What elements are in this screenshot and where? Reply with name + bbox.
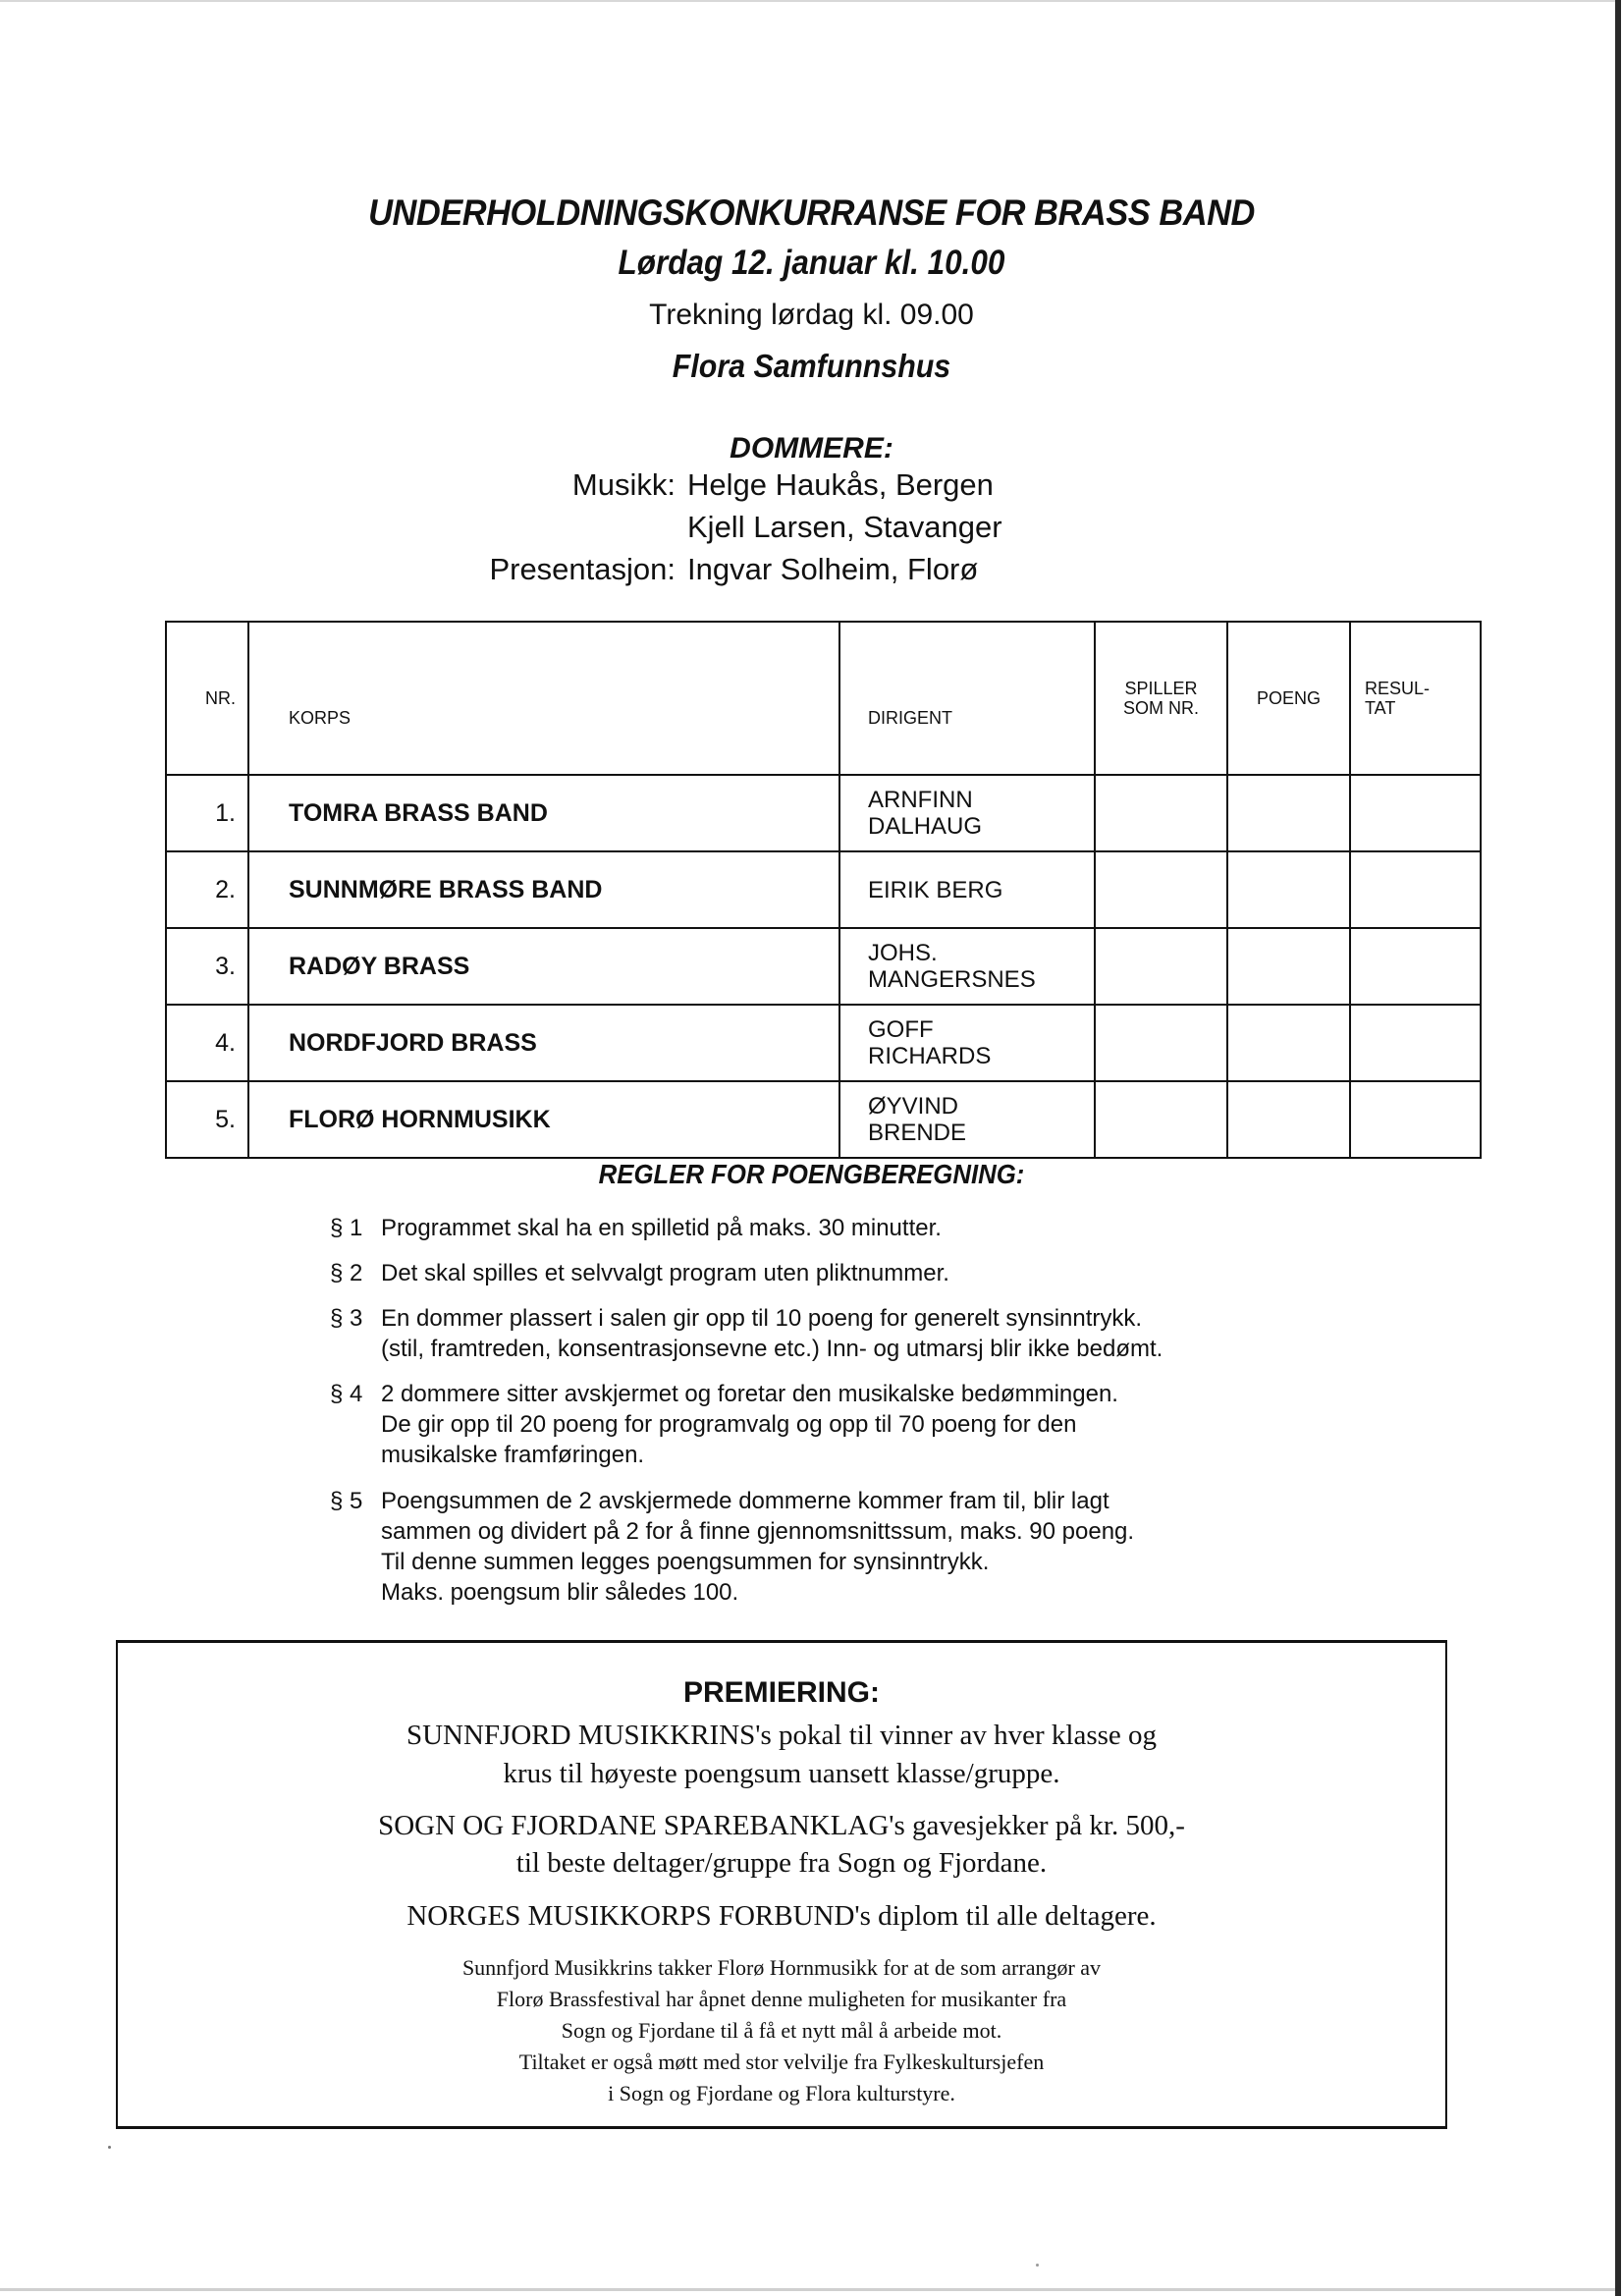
- rules-heading: REGLER FOR POENGBEREGNING:: [598, 1159, 1025, 1189]
- rule-symbol: § 5: [330, 1488, 363, 1514]
- cell-korps: TOMRA BRASS BAND: [248, 775, 839, 851]
- cell-nr: 1.: [166, 775, 248, 851]
- header-resultat: [1350, 622, 1481, 775]
- rule-text: Poengsummen de 2 avskjermede dommerne kommer fram til, blir lagt: [381, 1488, 1109, 1514]
- contest-table: [165, 621, 1482, 1159]
- prize-line: krus til høyeste poengsum uansett klasse/gruppe.: [503, 1758, 1060, 1789]
- cell-dirigent: [839, 851, 1095, 928]
- page-edge-right: [1615, 0, 1621, 2296]
- thanks-line: Tiltaket er også møtt med stor velvilje fra Fylkeskultursjefen: [518, 2050, 1045, 2074]
- cell-poeng: [1227, 1081, 1350, 1158]
- judges-heading: DOMMERE:: [730, 432, 893, 465]
- rule-symbol: § 4: [330, 1381, 363, 1407]
- rule-symbol: § 3: [330, 1305, 363, 1332]
- dirigent-line1: ARNFINN: [868, 787, 973, 813]
- rule-1: [330, 1213, 942, 1243]
- cell-spiller: [1095, 1005, 1227, 1081]
- thanks-line: Sunnfjord Musikkrins takker Florø Hornmusikk for at de som arrangør av: [461, 1955, 1102, 1980]
- thanks-line: Sogn og Fjordane til å få et nytt mål å arbeide mot.: [561, 2018, 1002, 2043]
- dirigent-line2: RICHARDS: [868, 1043, 992, 1069]
- dirigent-line2: DALHAUG: [868, 813, 983, 840]
- cell-spiller: [1095, 1081, 1227, 1158]
- rule-text: musikalske framføringen.: [381, 1442, 645, 1468]
- header-nr: NR.: [166, 622, 248, 775]
- header-spiller-line1: SPILLER: [1124, 679, 1198, 698]
- cell-resultat: [1350, 1081, 1481, 1158]
- cell-nr: 4.: [166, 1005, 248, 1081]
- rule-text: sammen og dividert på 2 for å finne gjennomsnittssum, maks. 90 poeng.: [381, 1518, 1135, 1545]
- music-judges-label: Musikk:: [571, 467, 676, 502]
- rule-text: Til denne summen legges poengsummen for synsinntrykk.: [381, 1549, 990, 1575]
- dirigent-line2: BRENDE: [868, 1120, 967, 1146]
- presentation-judge: Ingvar Solheim, Florø: [687, 552, 979, 586]
- cell-poeng: [1227, 851, 1350, 928]
- cell-spiller: [1095, 928, 1227, 1005]
- rule-symbol: § 2: [330, 1260, 363, 1286]
- event-date: Lørdag 12. januar kl. 10.00: [618, 244, 1005, 282]
- prizes-box: [116, 1640, 1447, 2129]
- cell-nr: 2.: [166, 851, 248, 928]
- cell-nr: 5.: [166, 1081, 248, 1158]
- dirigent-line1: JOHS.: [868, 940, 938, 966]
- venue: Flora Samfunnshus: [672, 348, 951, 384]
- rule-text: 2 dommere sitter avskjermet og foretar den musikalske bedømmingen.: [381, 1381, 1118, 1407]
- table-row: [166, 851, 1481, 928]
- prize-line: SOGN OG FJORDANE SPAREBANKLAG's gavesjekker på kr. 500,-: [378, 1810, 1185, 1841]
- dirigent-line1: ØYVIND: [868, 1093, 959, 1120]
- cell-spiller: [1095, 775, 1227, 851]
- cell-dirigent: [839, 1005, 1095, 1081]
- rule-text: Programmet skal ha en spilletid på maks. 30 minutter.: [381, 1215, 942, 1241]
- cell-nr: 3.: [166, 928, 248, 1005]
- page-title: UNDERHOLDNINGSKONKURRANSE FOR BRASS BAND: [368, 192, 1255, 233]
- cell-resultat: [1350, 775, 1481, 851]
- draw-time: Trekning lørdag kl. 09.00: [649, 299, 974, 331]
- page-edge-bottom: [0, 2288, 1615, 2291]
- rule-5: [330, 1486, 1134, 1608]
- cell-resultat: [1350, 851, 1481, 928]
- cell-korps: NORDFJORD BRASS: [248, 1005, 839, 1081]
- cell-korps: SUNNMØRE BRASS BAND: [248, 851, 839, 928]
- cell-poeng: [1227, 775, 1350, 851]
- thanks-line: Florø Brassfestival har åpnet denne muligheten for musikanter fra: [496, 1987, 1067, 2011]
- rule-text: Det skal spilles et selvvalgt program uten pliktnummer.: [381, 1260, 949, 1286]
- cell-dirigent: [839, 775, 1095, 851]
- rule-3: [330, 1303, 1163, 1364]
- presentation-judge-label: Presentasjon:: [489, 552, 676, 586]
- page-edge-top: [0, 0, 1615, 2]
- prize-line: SUNNFJORD MUSIKKRINS's pokal til vinner av hver klasse og: [406, 1720, 1158, 1751]
- cell-resultat: [1350, 1005, 1481, 1081]
- rule-text: Maks. poengsum blir således 100.: [381, 1579, 739, 1606]
- scan-speck: [108, 2146, 111, 2149]
- header-poeng: POENG: [1227, 622, 1350, 775]
- cell-poeng: [1227, 928, 1350, 1005]
- prize-line: NORGES MUSIKKORPS FORBUND's diplom til alle deltagere.: [406, 1900, 1157, 1932]
- header-resultat-line2: TAT: [1365, 698, 1396, 718]
- rule-4: [330, 1379, 1118, 1470]
- cell-spiller: [1095, 851, 1227, 928]
- cell-dirigent: [839, 1081, 1095, 1158]
- cell-poeng: [1227, 1005, 1350, 1081]
- rule-text: (stil, framtreden, konsentrasjonsevne etc.) Inn- og utmarsj blir ikke bedømt.: [381, 1336, 1163, 1362]
- scan-speck: [1036, 2264, 1039, 2267]
- thanks-line: i Sogn og Fjordane og Flora kulturstyre.: [608, 2081, 955, 2105]
- header-korps: KORPS: [248, 622, 839, 775]
- dirigent-line1: EIRIK BERG: [868, 876, 1003, 903]
- cell-resultat: [1350, 928, 1481, 1005]
- header-dirigent: DIRIGENT: [839, 622, 1095, 775]
- music-judge-1: Helge Haukås, Bergen: [687, 467, 994, 502]
- rule-symbol: § 1: [330, 1215, 363, 1241]
- rule-2: [330, 1258, 949, 1288]
- rule-text: De gir opp til 20 poeng for programvalg og opp til 70 poeng for den: [381, 1411, 1077, 1438]
- table-row: [166, 1005, 1481, 1081]
- cell-dirigent: [839, 928, 1095, 1005]
- header-spiller-line2: SOM NR.: [1122, 698, 1199, 718]
- prizes-heading: PREMIERING:: [682, 1676, 880, 1709]
- cell-korps: RADØY BRASS: [248, 928, 839, 1005]
- table-row: [166, 775, 1481, 851]
- table-row: [166, 928, 1481, 1005]
- prize-line: til beste deltager/gruppe fra Sogn og Fjordane.: [515, 1847, 1048, 1879]
- dirigent-line2: MANGERSNES: [868, 966, 1036, 993]
- table-row: [166, 1081, 1481, 1158]
- music-judge-2: Kjell Larsen, Stavanger: [687, 510, 1002, 544]
- header-resultat-line1: RESUL-: [1365, 679, 1431, 698]
- table-header-row: [166, 622, 1481, 775]
- rule-text: En dommer plassert i salen gir opp til 10 poeng for generelt synsinntrykk.: [381, 1305, 1143, 1332]
- cell-korps: FLORØ HORNMUSIKK: [248, 1081, 839, 1158]
- dirigent-line1: GOFF: [868, 1016, 934, 1043]
- header-spiller-som-nr: [1095, 622, 1227, 775]
